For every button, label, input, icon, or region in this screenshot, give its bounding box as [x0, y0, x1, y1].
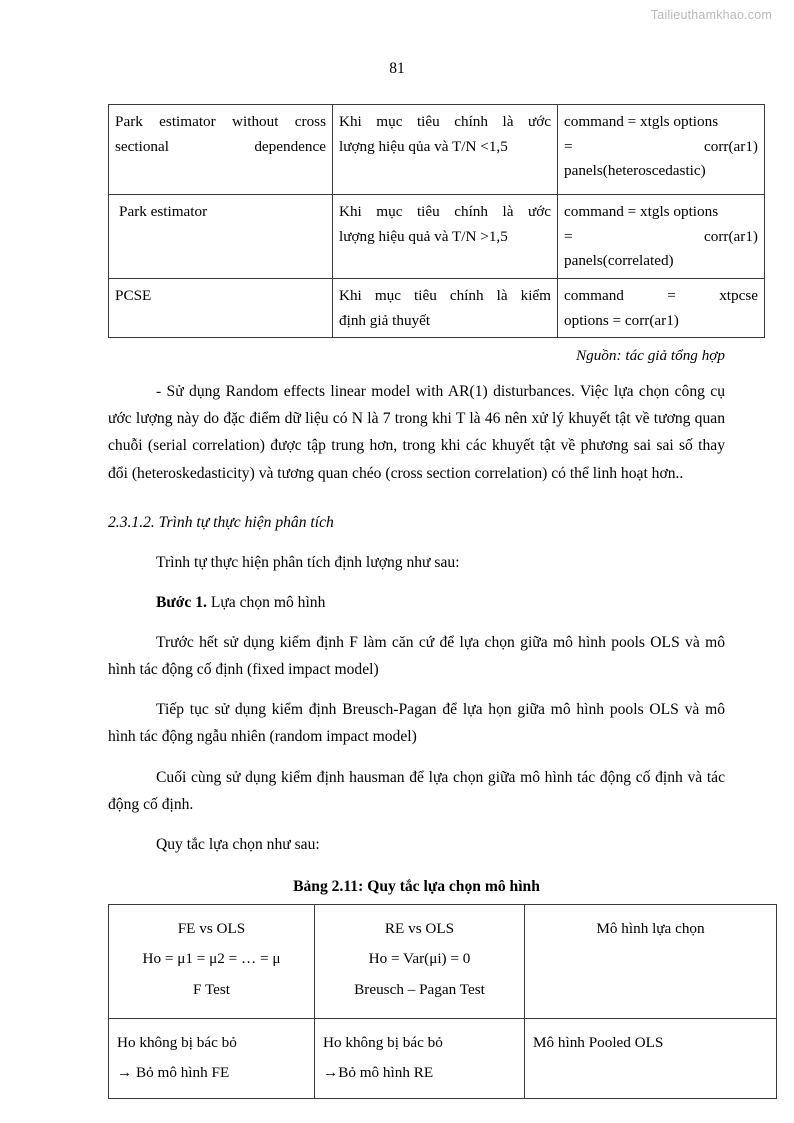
table-row — [109, 195, 765, 279]
paragraph-step3-body: Cuối cùng sử dụng kiểm định hausman để lựa chọn giữa mô hình tác động cố định và tác động cố định. — [108, 768, 725, 813]
cell-command — [558, 278, 765, 337]
re-vs-ols-hypothesis: Ho = Var(μi) = 0 — [368, 950, 471, 968]
command-line-1-mid: = — [667, 286, 676, 304]
estimators-table — [108, 104, 765, 338]
header-cell-selected-model — [525, 904, 777, 1018]
command-line-1: command = xtgls options — [564, 203, 719, 220]
table-row — [109, 278, 765, 337]
method-text: Park estimator — [119, 203, 208, 220]
re-vs-ols-title: RE vs OLS — [384, 919, 455, 937]
paragraph-step1-title — [108, 589, 725, 616]
cell-condition — [333, 105, 558, 195]
paragraph-step1-body: Trước hết sử dụng kiểm định F làm căn cứ để lựa chọn giữa mô hình pools OLS và mô hình tác động cố định (fixed impact model) — [108, 634, 725, 679]
cell-method — [109, 278, 333, 337]
condition-line-1: Khi mục tiêu chính là ước — [339, 203, 551, 220]
condition-line-2: lượng hiệu quả và T/N >1,5 — [339, 227, 508, 245]
command-line-2-left: = — [564, 227, 573, 245]
re-result-line-1: Ho không bị bác bỏ — [323, 1033, 443, 1051]
command-line-2-right: corr(ar1) — [704, 137, 758, 155]
fe-vs-ols-hypothesis: Ho = μ1 = μ2 = … = μ — [142, 950, 281, 968]
table-row — [109, 1018, 777, 1098]
fe-vs-ols-test: F Test — [192, 980, 231, 998]
condition-line-2: định giả thuyết — [339, 311, 431, 329]
step1-label: Bước 1. — [156, 593, 207, 611]
cell-re-result — [315, 1018, 525, 1098]
cell-fe-result — [109, 1018, 315, 1098]
condition-line-1: Khi mục tiêu chính là kiểm — [339, 286, 551, 304]
command-line-1-left: command — [564, 286, 624, 304]
table-caption: Bảng 2.11: Quy tắc lựa chọn mô hình — [293, 877, 540, 895]
fe-result-line-1: Ho không bị bác bỏ — [117, 1033, 237, 1051]
selected-model-title: Mô hình lựa chọn — [596, 919, 705, 937]
table-row — [109, 105, 765, 195]
cell-condition — [333, 278, 558, 337]
cell-condition — [333, 195, 558, 279]
fe-vs-ols-title: FE vs OLS — [177, 919, 246, 937]
paragraph-random-effects: - Sử dụng Random effects linear model with AR(1) disturbances. Việc lựa chọn công cụ ước lượng này do đặc điểm dữ liệu có N là 7 trong khi T là 46 nên xử lý khuyết tật về tương quan chuỗi (serial correlation) được tập trung hơn, trong khi các khuyết tật về phương sai sai số thay đổi (heteroskedasticity) và tương quan chéo (cross section correlation) có thể linh hoạt hơn.. — [108, 383, 725, 482]
table-header-row — [109, 904, 777, 1018]
source-note: Nguồn: tác giả tổng hợp — [575, 347, 725, 365]
condition-line-1: Khi mục tiêu chính là ước — [339, 113, 551, 130]
command-line-2-right: corr(ar1) — [704, 227, 758, 245]
cell-selected-model — [525, 1018, 777, 1098]
command-line-3: panels(heteroscedastic) — [564, 162, 706, 180]
paragraph-rule-intro: Quy tắc lựa chọn như sau: — [156, 835, 320, 853]
step1-text: Lựa chọn mô hình — [206, 593, 326, 611]
cell-method — [109, 105, 333, 195]
condition-line-2: lượng hiệu qủa và T/N <1,5 — [339, 137, 508, 155]
selected-model-value: Mô hình Pooled OLS — [533, 1033, 664, 1051]
method-text: Park estimator without cross sectional dependence — [115, 113, 326, 155]
paragraph-intro: Trình tự thực hiện phân tích định lượng như sau: — [156, 553, 460, 571]
method-text: PCSE — [115, 286, 152, 304]
cell-command — [558, 195, 765, 279]
re-vs-ols-test: Breusch – Pagan Test — [354, 980, 485, 998]
page-number: 81 — [389, 60, 405, 77]
command-line-3: panels(correlated) — [564, 252, 674, 270]
command-line-1-right: xtpcse — [719, 286, 758, 304]
rules-table — [108, 904, 777, 1099]
section-heading: 2.3.1.2. Trình tự thực hiện phân tích — [108, 513, 334, 531]
cell-method — [109, 195, 333, 279]
header-cell-fe-vs-ols — [109, 904, 315, 1018]
watermark-text: Tailieuthamkhao.com — [650, 8, 772, 22]
paragraph-step2-body: Tiếp tục sử dụng kiểm định Breusch-Pagan để lựa họn giữa mô hình pools OLS và mô hình tác động ngẫu nhiên (random impact model) — [108, 701, 725, 746]
header-cell-re-vs-ols — [315, 904, 525, 1018]
command-line-2-left: = — [564, 137, 573, 155]
command-line-1: command = xtgls options — [564, 113, 719, 130]
cell-command — [558, 105, 765, 195]
re-result-line-2: →Bỏ mô hình RE — [323, 1064, 434, 1082]
command-line-2: options = corr(ar1) — [564, 311, 679, 329]
fe-result-line-2: → Bỏ mô hình FE — [117, 1064, 230, 1082]
page-content — [108, 104, 758, 1099]
